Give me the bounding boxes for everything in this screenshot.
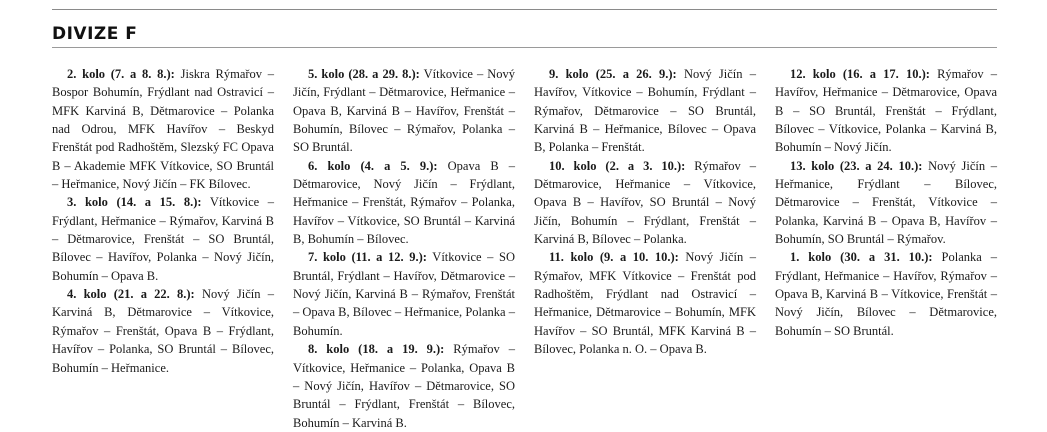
round-paragraph [52,65,274,193]
round-label: 7. kolo (11. a 12. 9.): [308,250,427,265]
round-paragraph [52,193,274,285]
round-fixtures: Rýmařov – Havířov, Heřmanice – Dětmarovice, Opava B – SO Bruntál, Frenštát – Frýdlant, Bílovec – Vítkovice, Polanka – Karviná B, Bohumín – Nový Jičín. [775,67,997,155]
column-3 [534,65,756,385]
round-fixtures: Polanka – Frýdlant, Heřmanice – Havířov, Rýmařov – Opava B, Karviná B – Vítkovice, Frenštát – Nový Jičín, Bílovec – Dětmarovice, Bohumín – SO Bruntál. [775,250,997,338]
round-paragraph [775,65,997,157]
round-fixtures: Nový Jičín – Rýmařov, MFK Vítkovice – Frenštát pod Radhoštěm, Frýdlant nad Ostravicí – Heřmanice, Dětmarovice – Bohumín, MFK Havířov – SO Bruntál, MFK Karviná B – Bílovec, Polanka n. O. – Opava B. [534,250,756,357]
round-fixtures: Rýmařov – Dětmarovice, Heřmanice – Vítkovice, Opava B – Havířov, SO Bruntál – Nový Jičín, Bohumín – Frýdlant, Frenštát – Karviná B, Bílovec – Polanka. [534,158,756,247]
fixture-columns [52,65,997,430]
round-fixtures: Vítkovice – Nový Jičín, Frýdlant – Dětmarovice, Heřmanice – Opava B, Karviná B – Havířov, Frenštát – Bohumín, Bílovec – Rýmařov, Polanka – SO Bruntál. [293,67,515,155]
round-fixtures: Nový Jičín – Karviná B, Dětmarovice – Vítkovice, Rýmařov – Frenštát, Opava B – Frýdlant, Havířov – Polanka, SO Bruntál – Bílovec, Bohumín – Heřmanice. [52,287,274,375]
section-heading: DIVIZE F [52,24,138,44]
round-fixtures: Vítkovice – Frýdlant, Heřmanice – Rýmařov, Karviná B – Dětmarovice, Frenštát – SO Bruntál, Bílovec – Havířov, Polanka – Nový Jičín, Bohumín – Opava B. [52,195,275,283]
round-label: 6. kolo (4. a 5. 9.): [308,158,438,173]
column-4 [775,65,997,385]
round-label: 12. kolo (16. a 17. 10.): [790,67,930,81]
round-label: 5. kolo (28. a 29. 8.): [308,67,420,81]
round-paragraph [293,248,515,340]
round-fixtures: Nový Jičín – Havířov, Vítkovice – Bohumín, Frýdlant – Rýmařov, Dětmarovice – SO Bruntál, Karviná B – Heřmanice, Bílovec – Opava B, Polanka – Frenštát. [534,67,756,155]
round-label: 3. kolo (14. a 15. 8.): [67,195,202,210]
round-fixtures: Rýmařov – Vítkovice, Heřmanice – Polanka, Opava B – Nový Jičín, Havířov – Dětmarovice, SO Bruntál – Frýdlant, Frenštát – Bílovec, Bohumín – Karviná B. [293,342,515,430]
round-paragraph [534,65,756,157]
round-label: 1. kolo (30. a 31. 10.): [790,250,933,265]
round-paragraph [293,340,515,432]
round-paragraph [52,285,274,377]
round-fixtures: Nový Jičín – Heřmanice, Frýdlant – Bílovec, Dětmarovice – Frenštát, Vítkovice – Polanka, Karviná B – Opava B, Havířov – Bohumín, SO Bruntál – Rýmařov. [775,158,997,247]
heading-rule [52,47,997,48]
round-paragraph [534,157,756,249]
round-paragraph [775,157,997,249]
column-1 [52,65,274,385]
round-fixtures: Jiskra Rýmařov – Bospor Bohumín, Frýdlant nad Ostravicí – MFK Karviná B, Dětmarovice – Polanka nad Odrou, MFK Havířov – Beskyd Frenštát pod Radhoštěm, Slezský FC Opava B – Akademie MFK Vítkovice, SO Bruntál – Heřmanice, Nový Jičín – FK Bílovec. [52,67,275,192]
top-rule [52,9,997,10]
round-label: 10. kolo (2. a 3. 10.): [549,158,686,173]
round-label: 9. kolo (25. a 26. 9.): [549,67,677,81]
round-paragraph [293,157,515,249]
round-label: 13. kolo (23. a 24. 10.): [790,158,923,173]
round-paragraph [775,248,997,340]
column-2 [293,65,515,430]
round-label: 8. kolo (18. a 19. 9.): [308,342,445,357]
round-label: 11. kolo (9. a 10. 10.): [549,250,679,265]
round-fixtures: Vítkovice – SO Bruntál, Frýdlant – Havířov, Dětmarovice – Nový Jičín, Karviná B – Rýmařov, Frenštát – Opava B, Bílovec – Heřmanice, Polanka – Bohumín. [293,250,515,338]
round-fixtures: Opava B – Dětmarovice, Nový Jičín – Frýdlant, Heřmanice – Frenštát, Rýmařov – Polanka, Havířov – Vítkovice, SO Bruntál – Karviná B, Bohumín – Bílovec. [293,158,515,247]
round-paragraph [293,65,515,157]
round-label: 2. kolo (7. a 8. 8.): [67,67,175,81]
round-paragraph [534,248,756,358]
round-label: 4. kolo (21. a 22. 8.): [67,287,195,302]
